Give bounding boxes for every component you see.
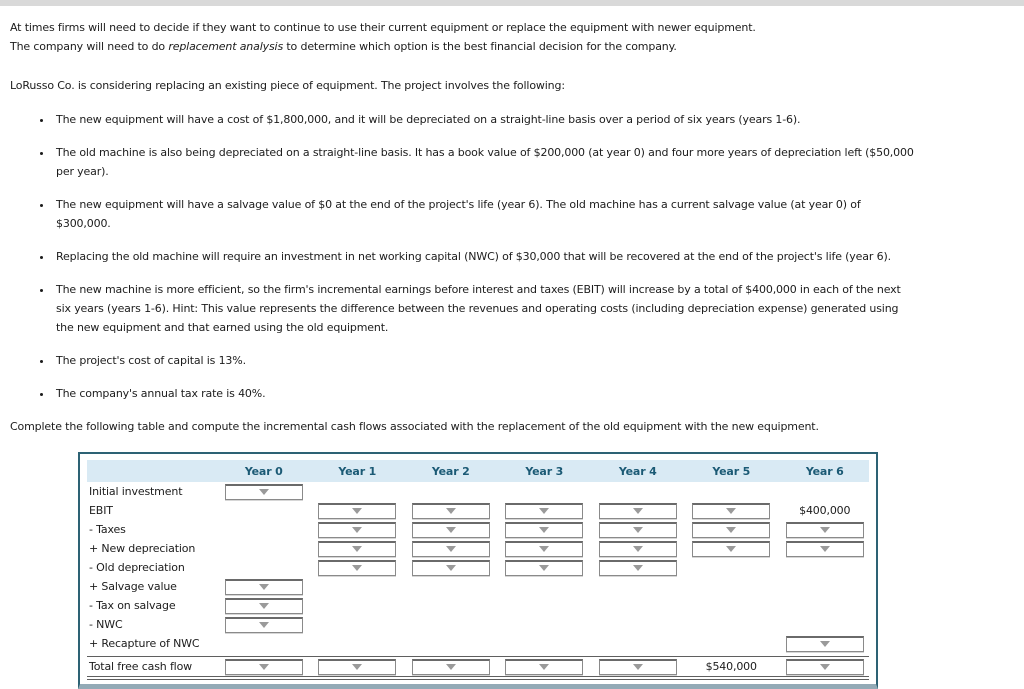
column-header-year-6: Year 6 bbox=[805, 464, 844, 478]
cell-ebit-year4 bbox=[591, 503, 685, 519]
row-label-recapture-of-nwc: + Recapture of NWC bbox=[89, 637, 200, 650]
dropdown-initial-investment-year0[interactable] bbox=[225, 484, 303, 500]
cell-old-depreciation-year4 bbox=[591, 560, 685, 576]
cell-old-depreciation-year2 bbox=[404, 560, 498, 576]
chevron-down-icon bbox=[352, 527, 362, 533]
chevron-down-icon bbox=[820, 546, 830, 552]
chevron-down-icon bbox=[633, 527, 643, 533]
chevron-down-icon bbox=[633, 565, 643, 571]
intro-line-2-suffix: to determine which option is the best financial decision for the company. bbox=[283, 40, 677, 53]
bullet-item-4: • Replacing the old machine will require an investment in net working capital (NWC) of $30,000 that will be recovered at the end of the project's life (year 6). bbox=[53, 247, 915, 266]
cell-total-free-cash-flow-year1 bbox=[311, 659, 405, 675]
chevron-down-icon bbox=[539, 546, 549, 552]
cell-new-depreciation-year4 bbox=[591, 541, 685, 557]
dropdown-total-free-cash-flow-year1[interactable] bbox=[318, 659, 396, 675]
dropdown-taxes-year2[interactable] bbox=[412, 522, 490, 538]
row-label-salvage-value: + Salvage value bbox=[89, 580, 177, 593]
row-label-old-depreciation: - Old depreciation bbox=[89, 561, 185, 574]
dropdown-old-depreciation-year4[interactable] bbox=[599, 560, 677, 576]
cell-new-depreciation-year5 bbox=[685, 541, 779, 557]
dropdown-ebit-year2[interactable] bbox=[412, 503, 490, 519]
row-label-ebit: EBIT bbox=[89, 504, 113, 517]
cell-old-depreciation-year1 bbox=[311, 560, 405, 576]
cell-ebit-year5 bbox=[685, 503, 779, 519]
table-row-tax-on-salvage bbox=[87, 596, 869, 615]
table-body bbox=[87, 482, 869, 680]
chevron-down-icon bbox=[726, 508, 736, 514]
table-row-nwc bbox=[87, 615, 869, 634]
table-row-old-depreciation bbox=[87, 558, 869, 577]
chevron-down-icon bbox=[820, 641, 830, 647]
dropdown-ebit-year3[interactable] bbox=[505, 503, 583, 519]
chevron-down-icon bbox=[259, 584, 269, 590]
cell-new-depreciation-year3 bbox=[498, 541, 592, 557]
cell-taxes-year6 bbox=[778, 522, 872, 538]
cell-new-depreciation-year6 bbox=[778, 541, 872, 557]
dropdown-new-depreciation-year1[interactable] bbox=[318, 541, 396, 557]
cell-salvage-value-year0 bbox=[217, 579, 311, 595]
cell-ebit-year1 bbox=[311, 503, 405, 519]
cell-taxes-year4 bbox=[591, 522, 685, 538]
chevron-down-icon bbox=[633, 546, 643, 552]
page-content bbox=[0, 6, 1024, 689]
table-header-row bbox=[87, 460, 869, 482]
row-label-initial-investment: Initial investment bbox=[89, 485, 183, 498]
table-instruction: Complete the following table and compute the incremental cash flows associated with the replacement of the old equipment with the new equipment. bbox=[10, 420, 819, 433]
cell-old-depreciation-year3 bbox=[498, 560, 592, 576]
dropdown-ebit-year1[interactable] bbox=[318, 503, 396, 519]
chevron-down-icon bbox=[352, 508, 362, 514]
table-row-ebit bbox=[87, 501, 869, 520]
intro-line-1: At times firms will need to decide if they want to continue to use their current equipment or replace the equipment with newer equipment. bbox=[10, 21, 756, 34]
bullet-item-2: • The old machine is also being depreciated on a straight-line basis. It has a book value of $200,000 (at year 0) and four more years of depreciation left ($50,000 per year). bbox=[53, 143, 915, 181]
scenario-line: LoRusso Co. is considering replacing an existing piece of equipment. The project involves the following: bbox=[10, 79, 565, 92]
intro-line-2-prefix: The company will need to do bbox=[10, 40, 169, 53]
dropdown-new-depreciation-year5[interactable] bbox=[692, 541, 770, 557]
row-label-total-free-cash-flow: Total free cash flow bbox=[89, 660, 193, 673]
chevron-down-icon bbox=[446, 565, 456, 571]
cell-value-ebit-year6: $400,000 bbox=[799, 504, 851, 517]
chevron-down-icon bbox=[446, 508, 456, 514]
table-row-recapture-of-nwc bbox=[87, 634, 869, 653]
row-label-nwc: - NWC bbox=[89, 618, 123, 631]
column-header-year-5: Year 5 bbox=[712, 464, 751, 478]
table-row-new-depreciation bbox=[87, 539, 869, 558]
chevron-down-icon bbox=[259, 622, 269, 628]
cell-total-free-cash-flow-year4 bbox=[591, 659, 685, 675]
dropdown-total-free-cash-flow-year3[interactable] bbox=[505, 659, 583, 675]
chevron-down-icon bbox=[539, 565, 549, 571]
cell-new-depreciation-year2 bbox=[404, 541, 498, 557]
chevron-down-icon bbox=[446, 664, 456, 670]
cell-total-free-cash-flow-year6 bbox=[778, 659, 872, 675]
dropdown-old-depreciation-year2[interactable] bbox=[412, 560, 490, 576]
dropdown-total-free-cash-flow-year2[interactable] bbox=[412, 659, 490, 675]
dropdown-new-depreciation-year2[interactable] bbox=[412, 541, 490, 557]
intro-paragraph bbox=[10, 18, 990, 56]
dropdown-taxes-year4[interactable] bbox=[599, 522, 677, 538]
dropdown-tax-on-salvage-year0[interactable] bbox=[225, 598, 303, 614]
dropdown-total-free-cash-flow-year6[interactable] bbox=[786, 659, 864, 675]
bullet-list bbox=[10, 110, 915, 403]
chevron-down-icon bbox=[352, 565, 362, 571]
cell-initial-investment-year0 bbox=[217, 484, 311, 500]
chevron-down-icon bbox=[446, 527, 456, 533]
cash-flow-table bbox=[78, 452, 878, 689]
bullet-item-5: • The new machine is more efficient, so the firm's incremental earnings before interest and taxes (EBIT) will increase by a total of $400,000 in each of the next six years (years 1-6). Hint: This value represents the difference between the revenues and operating costs (including depreciation expense) generated using the new equipment and that earned using the old equipment. bbox=[53, 280, 915, 337]
chevron-down-icon bbox=[259, 603, 269, 609]
chevron-down-icon bbox=[539, 527, 549, 533]
cell-tax-on-salvage-year0 bbox=[217, 598, 311, 614]
cell-ebit-year3 bbox=[498, 503, 592, 519]
chevron-down-icon bbox=[352, 664, 362, 670]
row-label-taxes: - Taxes bbox=[89, 523, 126, 536]
chevron-down-icon bbox=[726, 546, 736, 552]
column-header-year-4: Year 4 bbox=[618, 464, 657, 478]
cell-total-free-cash-flow-year0 bbox=[217, 659, 311, 675]
dropdown-old-depreciation-year1[interactable] bbox=[318, 560, 396, 576]
chevron-down-icon bbox=[259, 489, 269, 495]
chevron-down-icon bbox=[259, 664, 269, 670]
chevron-down-icon bbox=[446, 546, 456, 552]
cell-taxes-year5 bbox=[685, 522, 779, 538]
dropdown-old-depreciation-year3[interactable] bbox=[505, 560, 583, 576]
dropdown-salvage-value-year0[interactable] bbox=[225, 579, 303, 595]
cell-ebit-year2 bbox=[404, 503, 498, 519]
cell-taxes-year1 bbox=[311, 522, 405, 538]
table-row-initial-investment bbox=[87, 482, 869, 501]
dropdown-taxes-year1[interactable] bbox=[318, 522, 396, 538]
cell-nwc-year0 bbox=[217, 617, 311, 633]
chevron-down-icon bbox=[820, 527, 830, 533]
cell-new-depreciation-year1 bbox=[311, 541, 405, 557]
table-row-taxes bbox=[87, 520, 869, 539]
column-header-year-1: Year 1 bbox=[338, 464, 377, 478]
cell-taxes-year2 bbox=[404, 522, 498, 538]
chevron-down-icon bbox=[820, 664, 830, 670]
dropdown-taxes-year5[interactable] bbox=[692, 522, 770, 538]
bullet-item-3: • The new equipment will have a salvage value of $0 at the end of the project's life (year 6). The old machine has a current salvage value (at year 0) of $300,000. bbox=[53, 195, 915, 233]
dropdown-taxes-year6[interactable] bbox=[786, 522, 864, 538]
dropdown-ebit-year5[interactable] bbox=[692, 503, 770, 519]
dropdown-recapture-of-nwc-year6[interactable] bbox=[786, 636, 864, 652]
dropdown-ebit-year4[interactable] bbox=[599, 503, 677, 519]
cell-recapture-of-nwc-year6 bbox=[778, 636, 872, 652]
dropdown-new-depreciation-year3[interactable] bbox=[505, 541, 583, 557]
chevron-down-icon bbox=[352, 546, 362, 552]
dropdown-total-free-cash-flow-year4[interactable] bbox=[599, 659, 677, 675]
dropdown-new-depreciation-year6[interactable] bbox=[786, 541, 864, 557]
bullet-item-6: • The project's cost of capital is 13%. bbox=[53, 351, 915, 370]
bullet-item-1: • The new equipment will have a cost of $1,800,000, and it will be depreciated on a straight-line basis over a period of six years (years 1-6). bbox=[53, 110, 915, 129]
table-row-total-free-cash-flow bbox=[87, 656, 869, 680]
chevron-down-icon bbox=[726, 527, 736, 533]
cell-total-free-cash-flow-year3 bbox=[498, 659, 592, 675]
bullet-item-7: • The company's annual tax rate is 40%. bbox=[53, 384, 915, 403]
replacement-analysis-term: replacement analysis bbox=[168, 40, 284, 53]
cell-taxes-year3 bbox=[498, 522, 592, 538]
cell-total-free-cash-flow-year2 bbox=[404, 659, 498, 675]
chevron-down-icon bbox=[539, 508, 549, 514]
chevron-down-icon bbox=[539, 664, 549, 670]
column-header-year-0: Year 0 bbox=[244, 464, 283, 478]
dropdown-nwc-year0[interactable] bbox=[225, 617, 303, 633]
dropdown-total-free-cash-flow-year0[interactable] bbox=[225, 659, 303, 675]
column-header-year-2: Year 2 bbox=[431, 464, 470, 478]
row-label-tax-on-salvage: - Tax on salvage bbox=[89, 599, 176, 612]
column-header-year-3: Year 3 bbox=[525, 464, 564, 478]
chevron-down-icon bbox=[633, 508, 643, 514]
dropdown-new-depreciation-year4[interactable] bbox=[599, 541, 677, 557]
cell-value-total-free-cash-flow-year5: $540,000 bbox=[705, 660, 757, 673]
table-row-salvage-value bbox=[87, 577, 869, 596]
row-label-new-depreciation: + New depreciation bbox=[89, 542, 196, 555]
dropdown-taxes-year3[interactable] bbox=[505, 522, 583, 538]
chevron-down-icon bbox=[633, 664, 643, 670]
